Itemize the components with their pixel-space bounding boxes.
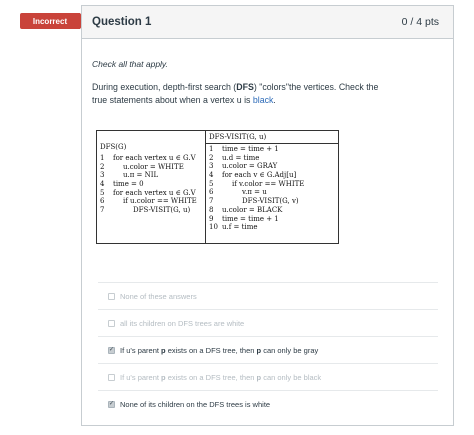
- line-number: 5: [209, 179, 214, 188]
- answer-option[interactable]: [98, 309, 438, 336]
- answer-bold-p: p: [161, 372, 166, 382]
- code-text: u.color = BLACK: [222, 205, 283, 214]
- code-text: DFS-VISIT(G, v): [242, 197, 299, 206]
- right-line: [209, 162, 338, 171]
- question-prompt: [92, 81, 392, 106]
- line-number: 1: [100, 154, 105, 162]
- answer-bold-p: p: [161, 345, 166, 355]
- left-line: [100, 163, 205, 172]
- line-number: 2: [209, 153, 214, 162]
- right-line: [209, 154, 338, 163]
- line-number: 8: [209, 205, 214, 214]
- answer-option[interactable]: [98, 363, 438, 390]
- left-line: [100, 180, 205, 189]
- line-number: 4: [100, 180, 105, 189]
- left-line: [100, 154, 205, 163]
- right-line: [209, 188, 338, 197]
- prompt-text-2: ) "colors"the vertices. Check the true statements about when a vertex u is: [92, 82, 379, 105]
- left-line: [100, 197, 205, 206]
- line-number: 1: [209, 145, 214, 153]
- right-line: [209, 197, 338, 206]
- answer-option[interactable]: [98, 336, 438, 363]
- prompt-black-word: black: [252, 94, 274, 105]
- dfs-visit-title: DFS-VISIT(G, u): [206, 133, 338, 144]
- dfs-pseudocode-image: [96, 130, 339, 244]
- line-number: 3: [100, 171, 105, 180]
- question-points: 0 / 4 pts: [401, 16, 439, 28]
- answer-bold-p: p: [256, 345, 262, 355]
- prompt-text-1: During execution, depth-first search (: [92, 82, 237, 92]
- code-text: u.π = NIL: [123, 171, 159, 180]
- line-number: 5: [100, 188, 105, 197]
- checkbox[interactable]: ✓: [108, 347, 115, 353]
- code-text: u.f = time: [222, 223, 258, 232]
- line-number: 4: [209, 171, 214, 180]
- answer-label: all its children on DFS trees are white: [120, 318, 245, 328]
- answer-label: [120, 346, 318, 355]
- question-title: Question 1: [92, 16, 152, 28]
- line-number: 3: [209, 162, 214, 171]
- dfs-visit-procedure: [206, 131, 338, 243]
- answer-text-part: can only be gray: [261, 345, 319, 355]
- answer-label: None of these answers: [120, 291, 197, 301]
- left-line: [100, 171, 205, 180]
- line-number: 7: [209, 197, 214, 206]
- code-text: time = 0: [113, 180, 144, 189]
- checkbox[interactable]: [108, 320, 115, 327]
- right-line: [209, 180, 338, 189]
- incorrect-badge: Incorrect: [20, 13, 80, 29]
- code-text: if v.color == WHITE: [232, 179, 305, 188]
- code-text: for each vertex u ∈ G.V: [113, 154, 196, 162]
- question-body: [82, 39, 453, 106]
- right-line: [209, 171, 338, 180]
- checkbox[interactable]: [108, 293, 115, 300]
- prompt-end: .: [273, 94, 276, 105]
- code-text: for each v ∈ G.Adj[u]: [222, 171, 297, 180]
- right-line: [209, 215, 338, 224]
- line-number: 6: [209, 188, 214, 197]
- answer-text-part: If u's parent: [120, 345, 162, 355]
- instruction-text: Check all that apply.: [92, 59, 168, 69]
- left-line: [100, 206, 205, 215]
- code-text: DFS-VISIT(G, u): [133, 206, 191, 215]
- answer-label: None of its children on the DFS trees is white: [120, 399, 271, 409]
- checkbox[interactable]: ✓: [108, 401, 115, 407]
- answer-text-part: can only be black: [261, 372, 322, 382]
- answer-option[interactable]: [98, 390, 438, 417]
- code-text: v.π = u: [242, 188, 267, 197]
- left-line: [100, 189, 205, 198]
- code-text: time = time + 1: [222, 145, 279, 153]
- line-number: 6: [100, 197, 105, 206]
- answer-option[interactable]: [98, 282, 438, 309]
- right-line: [209, 223, 338, 232]
- code-text: for each vertex u ∈ G.V: [113, 188, 196, 197]
- line-number: 10: [209, 223, 218, 232]
- code-text: u.d = time: [222, 153, 260, 162]
- line-number: 2: [100, 162, 105, 171]
- answer-text-part: If u's parent: [120, 372, 162, 382]
- dfs-title: DFS(G): [100, 143, 127, 151]
- code-text: if u.color == WHITE: [123, 197, 197, 206]
- answer-text-part: exists on a DFS tree, then: [165, 372, 257, 382]
- code-text: time = time + 1: [222, 214, 279, 223]
- right-line: [209, 206, 338, 215]
- checkbox[interactable]: [108, 374, 115, 381]
- code-text: u.color = GRAY: [222, 162, 278, 171]
- question-card: [81, 5, 454, 426]
- dfs-procedure: [97, 131, 206, 243]
- line-number: 9: [209, 214, 214, 223]
- code-text: u.color = WHITE: [123, 162, 184, 171]
- answer-text-part: exists on a DFS tree, then: [165, 345, 257, 355]
- right-line: [209, 145, 338, 154]
- question-header: [82, 6, 453, 39]
- answer-label: [120, 373, 321, 382]
- prompt-keyword: DFS: [236, 82, 254, 92]
- answer-list: [98, 282, 438, 417]
- answer-bold-p: p: [256, 372, 262, 382]
- line-number: 7: [100, 206, 105, 215]
